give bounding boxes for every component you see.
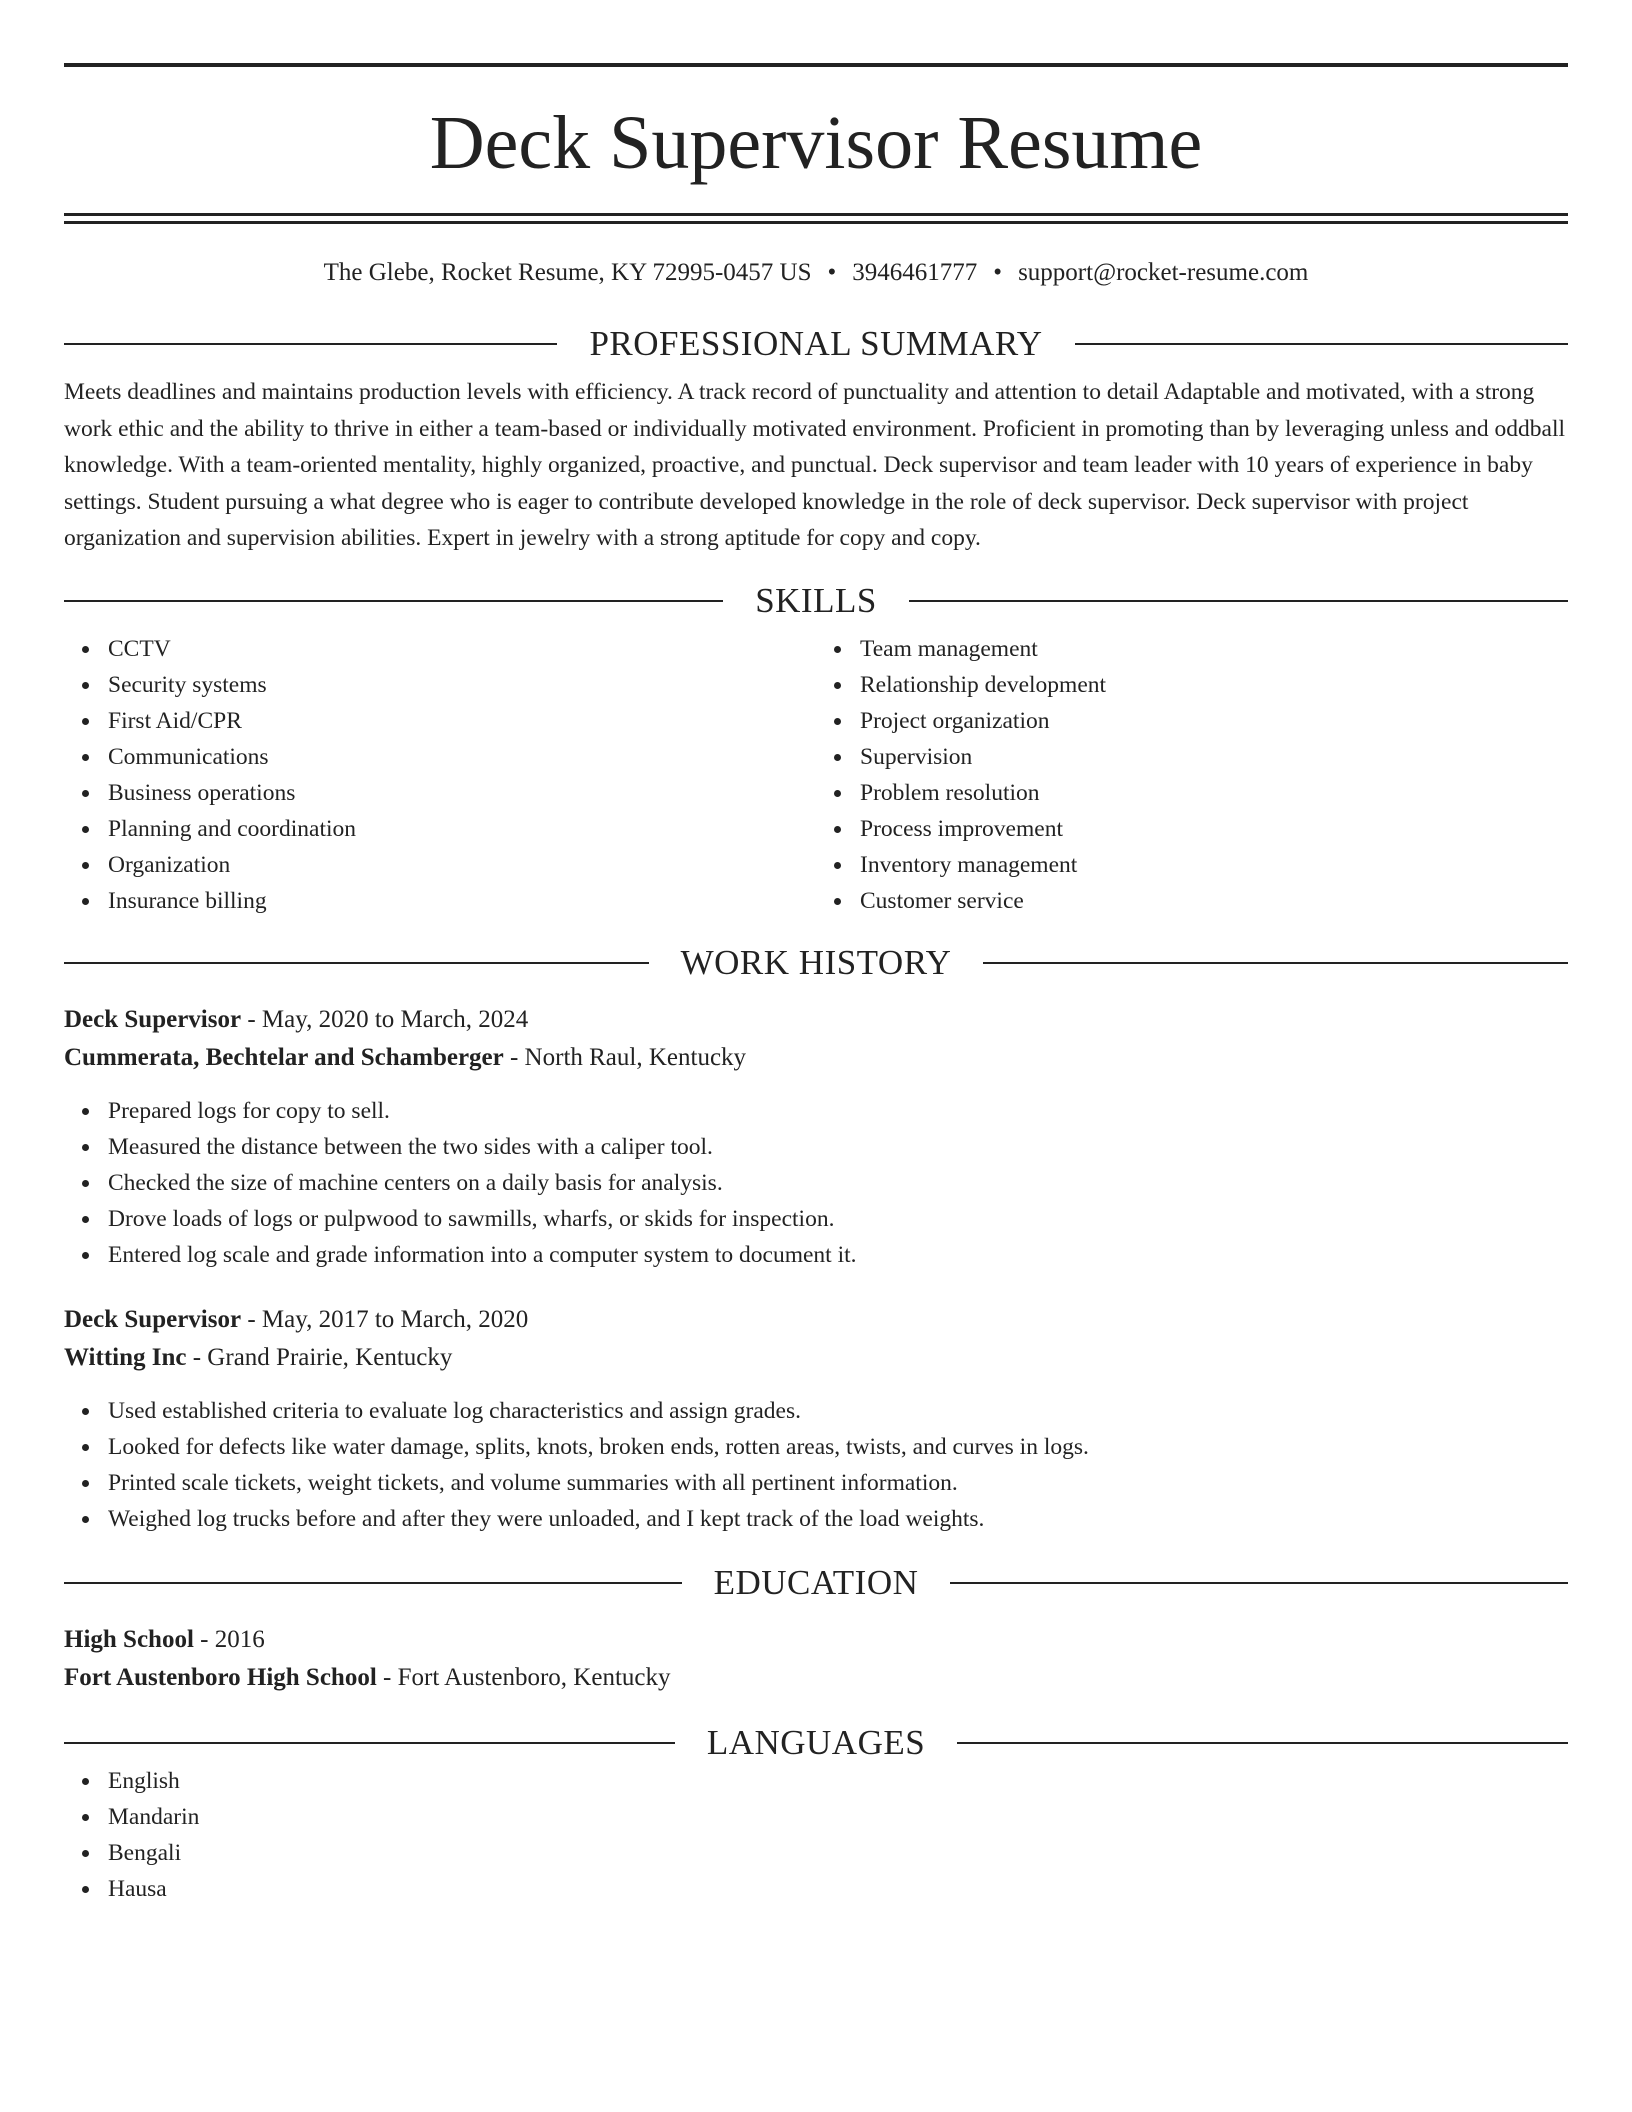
list-item: Drove loads of logs or pulpwood to sawmills, wharfs, or skids for inspection. xyxy=(108,1201,1568,1237)
section-heading-work xyxy=(64,943,1568,983)
list-item: Organization xyxy=(108,847,816,883)
heading-rule xyxy=(950,1582,1568,1584)
heading-rule xyxy=(64,1582,682,1584)
education-degree-line xyxy=(64,1621,1568,1659)
section-heading-languages xyxy=(64,1723,1568,1763)
list-item: Team management xyxy=(860,631,1568,667)
contact-separator: • xyxy=(827,259,837,286)
education-school: Fort Austenboro High School xyxy=(64,1663,377,1691)
list-item: Looked for defects like water damage, splits, knots, broken ends, rotten areas, twists, and curves in logs. xyxy=(108,1429,1568,1465)
education-year: - 2016 xyxy=(193,1625,265,1653)
section-heading-skills xyxy=(64,581,1568,621)
education-location: - Fort Austenboro, Kentucky xyxy=(376,1663,671,1691)
list-item: English xyxy=(108,1763,1568,1799)
job-duties xyxy=(64,1093,1568,1273)
list-item: Customer service xyxy=(860,883,1568,919)
heading-rule xyxy=(64,343,557,345)
list-item: Mandarin xyxy=(108,1799,1568,1835)
education-entry xyxy=(64,1621,1568,1697)
heading-rule xyxy=(64,962,649,964)
list-item: Insurance billing xyxy=(108,883,816,919)
list-item: Weighed log trucks before and after they were unloaded, and I kept track of the load weights. xyxy=(108,1501,1568,1537)
list-item: Process improvement xyxy=(860,811,1568,847)
section-heading-education xyxy=(64,1563,1568,1603)
section-title: SKILLS xyxy=(755,580,877,620)
job-role: Deck Supervisor xyxy=(64,1005,242,1033)
heading-rule xyxy=(909,600,1568,602)
list-item: CCTV xyxy=(108,631,816,667)
job-location: - North Raul, Kentucky xyxy=(503,1043,747,1071)
heading-rule xyxy=(64,1742,675,1744)
job-company: Witting Inc xyxy=(64,1343,187,1371)
job-entry xyxy=(64,1001,1568,1273)
contact-email: support@rocket-resume.com xyxy=(1018,259,1309,286)
education-degree: High School xyxy=(64,1625,194,1653)
summary-text: Meets deadlines and maintains production levels with efficiency. A track record of punctuality and attention to detail Adaptable and motivated, with a strong work ethic and the ability to thrive in either a team-based or individually motivated environment. Proficient in promoting than by leveraging unless and oddball knowledge. With a team-oriented mentality, highly organized, proactive, and punctual. Deck supervisor and team leader with 10 years of experience in baby settings. Student pursuing a what degree who is eager to contribute developed knowledge in the role of deck supervisor. Deck supervisor with project organization and supervision abilities. Expert in jewelry with a strong aptitude for copy and copy. xyxy=(64,379,1566,551)
contact-separator: • xyxy=(993,259,1003,286)
job-entry xyxy=(64,1301,1568,1537)
list-item: Problem resolution xyxy=(860,775,1568,811)
section-title: LANGUAGES xyxy=(706,1722,926,1762)
contact-line xyxy=(64,258,1568,288)
list-item: First Aid/CPR xyxy=(108,703,816,739)
job-dates: - May, 2020 to March, 2024 xyxy=(241,1005,529,1033)
contact-phone: 3946461777 xyxy=(852,259,978,286)
list-item: Planning and coordination xyxy=(108,811,816,847)
page-title: Deck Supervisor Resume xyxy=(429,101,1203,185)
section-title: EDUCATION xyxy=(713,1562,919,1602)
list-item: Bengali xyxy=(108,1835,1568,1871)
list-item: Entered log scale and grade information into a computer system to document it. xyxy=(108,1237,1568,1273)
job-company-line xyxy=(64,1039,1568,1077)
list-item: Business operations xyxy=(108,775,816,811)
list-item: Prepared logs for copy to sell. xyxy=(108,1093,1568,1129)
list-item: Checked the size of machine centers on a daily basis for analysis. xyxy=(108,1165,1568,1201)
list-item: Measured the distance between the two sides with a caliper tool. xyxy=(108,1129,1568,1165)
job-company-line xyxy=(64,1339,1568,1377)
heading-rule xyxy=(64,600,723,602)
skills-list xyxy=(64,631,1568,919)
education-school-line xyxy=(64,1659,1568,1697)
heading-rule xyxy=(957,1742,1568,1744)
skills-column-right xyxy=(816,631,1568,919)
list-item: Hausa xyxy=(108,1871,1568,1907)
top-rule xyxy=(64,63,1568,67)
job-title-line xyxy=(64,1301,1568,1339)
title-double-rule xyxy=(64,213,1568,224)
section-heading-summary xyxy=(64,324,1568,364)
list-item: Project organization xyxy=(860,703,1568,739)
list-item: Relationship development xyxy=(860,667,1568,703)
section-title: PROFESSIONAL SUMMARY xyxy=(589,324,1043,363)
list-item: Communications xyxy=(108,739,816,775)
job-role: Deck Supervisor xyxy=(64,1305,242,1333)
list-item: Used established criteria to evaluate log characteristics and assign grades. xyxy=(108,1393,1568,1429)
heading-rule xyxy=(983,962,1568,964)
job-title-line xyxy=(64,1001,1568,1039)
list-item: Printed scale tickets, weight tickets, and volume summaries with all pertinent information. xyxy=(108,1465,1568,1501)
job-dates: - May, 2017 to March, 2020 xyxy=(241,1305,529,1333)
languages-list xyxy=(64,1763,1568,1907)
job-company: Cummerata, Bechtelar and Schamberger xyxy=(64,1043,504,1071)
job-duties xyxy=(64,1393,1568,1537)
list-item: Inventory management xyxy=(860,847,1568,883)
contact-address: The Glebe, Rocket Resume, KY 72995-0457 US xyxy=(323,259,812,286)
list-item: Security systems xyxy=(108,667,816,703)
section-title: WORK HISTORY xyxy=(680,942,952,982)
heading-rule xyxy=(1075,343,1568,345)
list-item: Supervision xyxy=(860,739,1568,775)
job-location: - Grand Prairie, Kentucky xyxy=(186,1343,453,1371)
skills-column-left xyxy=(64,631,816,919)
